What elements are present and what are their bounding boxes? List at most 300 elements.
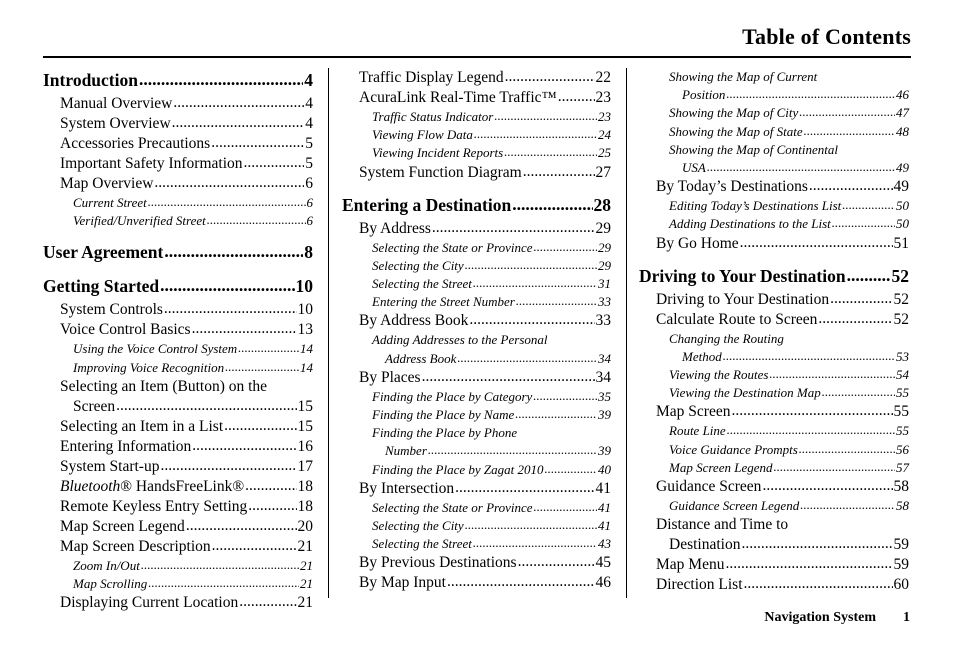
toc-entry-page: 29 [595, 219, 611, 237]
title-rule [43, 56, 911, 58]
toc-entry-title: Important Safety Information [60, 155, 243, 172]
toc-entry-title: By Previous Destinations [359, 554, 517, 572]
dot-leader [762, 476, 892, 496]
toc-entry-page: 24 [598, 127, 611, 143]
toc-entry-page: 13 [297, 321, 313, 339]
toc-entry-page: 28 [593, 194, 611, 215]
toc-entry-page: 48 [896, 123, 909, 139]
toc-entry-title [60, 477, 244, 497]
toc-entry-title: By Map Input [359, 574, 446, 592]
toc-entry-title: Entering the Street Number [372, 294, 515, 310]
toc-entry[interactable] [43, 417, 313, 437]
toc-entry-page: 58 [893, 478, 909, 496]
toc-entry-title: Calculate Route to Screen [656, 310, 818, 328]
toc-entry[interactable] [43, 174, 313, 194]
toc-entry-title: Improving Voice Recognition [73, 359, 225, 375]
toc-entry[interactable] [43, 340, 313, 358]
dot-leader [473, 274, 597, 292]
toc-entry-page: 4 [305, 95, 313, 112]
toc-entry-page: 18 [297, 477, 313, 495]
dot-leader [726, 85, 895, 103]
toc-entry[interactable] [639, 290, 909, 310]
toc-entry[interactable] [639, 104, 909, 122]
dot-leader [422, 367, 595, 387]
toc-entry-page: 52 [891, 265, 909, 286]
toc-entry-page: 47 [896, 105, 909, 121]
toc-entry-page: 21 [297, 537, 313, 555]
toc-entry[interactable] [342, 368, 611, 388]
toc-entry[interactable] [639, 86, 909, 104]
toc-entry-page: 10 [295, 276, 313, 297]
toc-entry[interactable] [43, 212, 313, 230]
toc-entry-title: Driving to Your Destination [656, 290, 830, 308]
toc-entry[interactable] [43, 320, 313, 340]
toc-entry[interactable] [342, 442, 611, 460]
column-divider-1 [328, 68, 329, 598]
toc-entry[interactable] [639, 264, 909, 288]
dot-leader [516, 292, 597, 310]
toc-entry[interactable] [639, 497, 909, 515]
toc-entry-page: 8 [304, 242, 313, 263]
toc-entry-title: Entering Information [60, 437, 192, 455]
toc-entry-page: 4 [304, 70, 313, 90]
dot-leader [494, 107, 597, 125]
dot-leader [725, 554, 892, 574]
toc-entry-page: 21 [300, 557, 313, 573]
dot-leader [473, 534, 597, 552]
toc-entry-page: 18 [297, 497, 313, 515]
page-number: 1 [903, 610, 910, 625]
toc-entry-page: 45 [595, 554, 611, 572]
toc-entry-title: Number [385, 443, 427, 459]
toc-entry[interactable] [342, 553, 611, 573]
dot-leader [224, 416, 296, 436]
toc-entry-page: 51 [893, 234, 909, 252]
toc-entry-title: Manual Overview [60, 95, 173, 112]
toc-entry[interactable] [43, 240, 313, 264]
dot-leader [799, 103, 895, 121]
dot-leader [731, 401, 892, 421]
dot-leader [799, 440, 895, 458]
toc-entry[interactable] [342, 573, 611, 593]
toc-entry-title: Selecting the State or Province [372, 239, 533, 255]
toc-entry-title: Address Book [385, 350, 457, 366]
toc-entry[interactable] [639, 555, 909, 575]
dot-leader [515, 405, 597, 423]
toc-entry-title[interactable]: Showing the Map of Continental [669, 141, 838, 157]
toc-entry[interactable] [342, 517, 611, 535]
toc-entry-page: 22 [595, 69, 611, 86]
toc-entry-title: Map Screen [656, 403, 731, 421]
toc-entry-title: Current Street [73, 195, 147, 210]
toc-entry[interactable] [639, 123, 909, 141]
toc-entry-title: Traffic Display Legend [359, 69, 504, 86]
dot-leader [545, 460, 597, 478]
dot-leader [505, 67, 595, 87]
toc-entry[interactable] [639, 310, 909, 330]
dot-leader [534, 238, 597, 256]
toc-entry[interactable] [342, 535, 611, 553]
toc-entry-title: Showing the Map of City [669, 105, 799, 121]
toc-entry[interactable] [43, 68, 313, 92]
dot-leader [474, 125, 597, 143]
toc-entry-title: Selecting the Street [372, 536, 472, 552]
toc-entry-title: Voice Control Basics [60, 321, 191, 339]
toc-entry-title: Accessories Precautions [60, 135, 211, 152]
toc-entry-title: Guidance Screen [656, 478, 762, 496]
toc-entry-title: Editing Today’s Destinations List [669, 198, 842, 214]
toc-entry[interactable] [342, 108, 611, 126]
toc-entry[interactable] [43, 537, 313, 557]
dot-leader [248, 496, 296, 516]
dot-leader [173, 93, 304, 113]
toc-entry[interactable] [43, 94, 313, 114]
toc-entry-title: By Intersection [359, 479, 455, 497]
toc-entry-title-italic: Bluetooth [60, 477, 121, 495]
dot-leader [139, 67, 303, 91]
toc-entry-title: Finding the Place by Name [372, 407, 515, 423]
toc-entry-page: 54 [896, 367, 909, 383]
dot-leader [212, 536, 297, 556]
toc-entry-title: Finding the Place by Category [372, 388, 533, 404]
toc-entry-title: Zoom In/Out [73, 557, 140, 573]
dot-leader [523, 162, 595, 182]
toc-entry-title[interactable]: Showing the Map of Current [669, 69, 818, 84]
toc-entry[interactable] [342, 461, 611, 479]
toc-entry[interactable] [43, 300, 313, 320]
dot-leader [428, 441, 597, 459]
toc-entry-page: 6 [306, 195, 313, 210]
toc-entry-title: Remote Keyless Entry Setting [60, 497, 248, 515]
toc-entry[interactable] [639, 459, 909, 477]
toc-entry-title: Selecting the Street [372, 276, 472, 292]
toc-entry-title: Getting Started [43, 276, 160, 297]
dot-leader [769, 365, 895, 383]
toc-entry[interactable] [342, 406, 611, 424]
toc-entry[interactable] [342, 126, 611, 144]
toc-entry-page: 6 [306, 213, 313, 229]
toc-entry-title[interactable]: Selecting an Item (Button) on the [60, 377, 268, 395]
dot-leader [847, 263, 891, 287]
toc-entry[interactable] [639, 234, 909, 254]
toc-entry[interactable] [639, 215, 909, 233]
toc-entry[interactable] [342, 311, 611, 331]
toc-entry-title: Map Screen Description [60, 537, 211, 555]
toc-entry-title: Map Screen Legend [60, 517, 185, 535]
toc-entry-page: 14 [300, 341, 313, 357]
toc-entry-title[interactable]: Adding Addresses to the Personal [372, 332, 548, 348]
toc-entry[interactable] [43, 557, 313, 575]
toc-entry[interactable] [639, 384, 909, 402]
toc-entry[interactable] [43, 154, 313, 174]
toc-entry-title: By Today’s Destinations [656, 178, 808, 196]
toc-entry[interactable] [43, 359, 313, 377]
toc-entry-page: 46 [896, 87, 909, 103]
toc-entry-title: By Address Book [359, 312, 469, 330]
toc-entry-page: 23 [595, 89, 611, 106]
dot-leader [465, 516, 597, 534]
toc-entry-title: Selecting the State or Province [372, 499, 533, 515]
dot-leader [160, 273, 294, 297]
toc-entry-page: 27 [595, 163, 611, 181]
toc-entry-title: Method [682, 348, 722, 364]
toc-entry[interactable] [43, 477, 313, 497]
toc-entry-page: 46 [595, 574, 611, 592]
toc-entry[interactable] [342, 68, 611, 88]
toc-entry-page: 40 [598, 461, 611, 477]
toc-entry-title: Using the Voice Control System [73, 341, 238, 357]
toc-entry-title: Entering a Destination [342, 194, 512, 215]
toc-entry-title: Screen [73, 397, 116, 415]
toc-entry-title: Map Overview [60, 175, 154, 192]
toc-entry-title: Direction List [656, 576, 743, 594]
dot-leader [723, 347, 895, 365]
toc-entry-page: 5 [305, 155, 313, 172]
toc-entry-page: 35 [598, 388, 611, 404]
toc-entry[interactable] [43, 457, 313, 477]
toc-entry-page: 43 [598, 536, 611, 552]
toc-entry[interactable] [639, 422, 909, 440]
dot-leader [818, 309, 892, 329]
toc-entry-title: By Go Home [656, 234, 739, 252]
toc-entry-page: 29 [598, 257, 611, 273]
toc-entry-title: System Controls [60, 301, 163, 319]
toc-entry-title[interactable]: Distance and Time to [656, 516, 789, 534]
toc-entry-page: 57 [896, 459, 909, 475]
toc-entry-title: Guidance Screen Legend [669, 498, 800, 514]
dot-leader [238, 339, 299, 357]
toc-entry-page: 58 [896, 498, 909, 514]
toc-entry-title: USA [682, 160, 706, 176]
toc-entry-page: 50 [896, 216, 909, 232]
toc-entry[interactable] [342, 163, 611, 183]
toc-entry-title: AcuraLink Real-Time Traffic™ [359, 89, 557, 106]
toc-entry-page: 17 [297, 457, 313, 475]
toc-entry-title: Adding Destinations to the List [669, 216, 831, 232]
toc-entry-page: 55 [896, 423, 909, 439]
toc-entry-page: 23 [598, 109, 611, 124]
dot-leader [830, 289, 892, 309]
dot-leader [741, 534, 892, 554]
dot-leader [172, 113, 305, 133]
toc-column-3 [639, 68, 909, 595]
toc-entry-title: Map Screen Legend [669, 459, 773, 475]
toc-entry-title: User Agreement [43, 242, 164, 263]
dot-leader [116, 396, 296, 416]
toc-entry-page: 59 [893, 556, 909, 574]
toc-entry-page: 33 [595, 312, 611, 330]
toc-entry[interactable] [639, 159, 909, 177]
toc-entry-title: Driving to Your Destination [639, 265, 846, 286]
toc-entry-title: Showing the Map of State [669, 123, 803, 139]
toc-entry[interactable] [43, 397, 313, 417]
toc-entry-page: 56 [896, 441, 909, 457]
toc-entry-page: 55 [896, 385, 909, 401]
toc-entry-page: 14 [300, 359, 313, 375]
dot-leader [457, 349, 597, 367]
dot-leader [465, 256, 597, 274]
dot-leader [534, 498, 597, 516]
toc-entry-page: 4 [305, 115, 313, 132]
dot-leader [239, 592, 296, 612]
dot-leader [707, 158, 895, 176]
column-divider-2 [626, 68, 627, 598]
toc-entry-title: Displaying Current Location [60, 594, 239, 612]
page-title: Table of Contents [742, 24, 911, 49]
dot-leader [822, 383, 895, 401]
toc-entry[interactable] [43, 194, 313, 212]
dot-leader [148, 574, 299, 592]
dot-leader [533, 387, 597, 405]
toc-entry-page: 49 [893, 178, 909, 196]
dot-leader [207, 211, 306, 229]
toc-entry[interactable] [639, 441, 909, 459]
toc-entry-page: 41 [598, 499, 611, 515]
dot-leader [740, 233, 893, 253]
toc-entry[interactable] [342, 88, 611, 108]
toc-entry-page: 6 [305, 175, 313, 192]
toc-entry-page: 60 [893, 576, 909, 594]
toc-entry-title: Map Scrolling [73, 576, 148, 592]
toc-entry-title: System Overview [60, 115, 171, 132]
dot-leader [432, 218, 595, 238]
toc-column-1 [43, 68, 313, 613]
toc-entry-page: 16 [297, 437, 313, 455]
dot-leader [504, 143, 597, 161]
toc-entry[interactable] [639, 575, 909, 595]
toc-entry[interactable] [342, 293, 611, 311]
toc-entry[interactable] [43, 497, 313, 517]
dot-leader [809, 176, 893, 196]
dot-leader [518, 552, 595, 572]
toc-entry[interactable] [43, 274, 313, 298]
toc-entry-page: 15 [297, 417, 313, 435]
toc-entry-page: 52 [893, 290, 909, 308]
toc-entry-page: 49 [896, 160, 909, 176]
toc-entry[interactable] [639, 197, 909, 215]
toc-entry-title: Viewing Incident Reports [372, 145, 504, 161]
dot-leader [832, 214, 895, 232]
toc-entry-page: 10 [297, 301, 313, 319]
toc-entry-title: Selecting the City [372, 518, 464, 534]
toc-entry[interactable] [639, 535, 909, 555]
toc-entry[interactable] [342, 499, 611, 517]
toc-entry[interactable] [342, 257, 611, 275]
toc-entry[interactable] [43, 593, 313, 613]
dot-leader [727, 421, 895, 439]
toc-entry[interactable] [342, 239, 611, 257]
footer-label: Navigation System [764, 610, 876, 625]
toc-entry[interactable] [342, 275, 611, 293]
dot-leader [512, 192, 592, 216]
toc-entry[interactable] [639, 348, 909, 366]
toc-entry-page: 52 [893, 310, 909, 328]
dot-leader [154, 173, 304, 193]
toc-entry-title: Verified/Unverified Street [73, 213, 206, 229]
toc-entry-title: Destination [669, 536, 741, 554]
dot-leader [455, 478, 594, 498]
dot-leader [469, 310, 594, 330]
toc-entry-title: By Address [359, 219, 431, 237]
toc-entry[interactable] [342, 219, 611, 239]
toc-entry-title: Position [682, 87, 726, 103]
dot-leader [800, 496, 895, 514]
toc-entry-page: 5 [305, 135, 313, 152]
toc-entry-title: Viewing the Routes [669, 367, 769, 383]
toc-entry[interactable] [43, 134, 313, 154]
toc-entry[interactable] [43, 114, 313, 134]
toc-entry-page: 53 [896, 348, 909, 364]
dot-leader [211, 133, 304, 153]
toc-entry-page: 25 [598, 145, 611, 161]
toc-entry-page: 59 [893, 536, 909, 554]
toc-column-2 [342, 68, 611, 593]
toc-entry-page: 21 [300, 576, 313, 592]
dot-leader [141, 556, 299, 574]
toc-entry-page: 34 [598, 350, 611, 366]
dot-leader [192, 436, 296, 456]
toc-entry[interactable] [639, 402, 909, 422]
dot-leader [148, 193, 306, 211]
dot-leader [160, 456, 296, 476]
toc-entry-title: System Function Diagram [359, 163, 522, 181]
toc-entry-page: 41 [598, 518, 611, 534]
toc-entry[interactable] [342, 388, 611, 406]
toc-entry[interactable] [342, 350, 611, 368]
toc-entry-title: Selecting an Item in a List [60, 417, 224, 435]
toc-entry-page: 21 [297, 594, 313, 612]
dot-leader [186, 516, 297, 536]
toc-entry-page: 29 [598, 239, 611, 255]
dot-leader [192, 319, 297, 339]
toc-entry-page: 34 [595, 368, 611, 386]
dot-leader [225, 358, 299, 376]
dot-leader [744, 574, 893, 594]
toc-entry-title: Finding the Place by Zagat 2010 [372, 461, 544, 477]
toc-entry-title[interactable]: Changing the Routing [669, 330, 784, 346]
dot-leader [164, 239, 303, 263]
toc-entry[interactable] [342, 479, 611, 499]
toc-entry[interactable] [342, 144, 611, 162]
toc-entry-page: 33 [598, 294, 611, 310]
toc-entry-title: Viewing Flow Data [372, 127, 473, 143]
toc-entry[interactable] [639, 177, 909, 197]
toc-entry-title: By Places [359, 368, 421, 386]
toc-entry-page: 39 [598, 443, 611, 459]
toc-entry-title: Viewing the Destination Map [669, 385, 821, 401]
dot-leader [842, 196, 895, 214]
toc-entry-title[interactable]: Finding the Place by Phone [372, 425, 518, 441]
toc-entry[interactable] [342, 193, 611, 217]
toc-entry[interactable] [43, 437, 313, 457]
dot-leader [558, 87, 595, 107]
toc-entry-title: System Start-up [60, 457, 160, 475]
dot-leader [245, 476, 296, 496]
toc-entry-page: 39 [598, 407, 611, 423]
toc-entry-title: Route Line [669, 423, 726, 439]
toc-entry-page: 41 [595, 479, 611, 497]
toc-entry-title: Voice Guidance Prompts [669, 441, 798, 457]
toc-entry[interactable] [43, 517, 313, 537]
toc-entry-title-rest: ® HandsFreeLink® [120, 477, 245, 495]
toc-entry-page: 55 [893, 403, 909, 421]
toc-entry-title: Traffic Status Indicator [372, 109, 494, 124]
dot-leader [774, 458, 896, 476]
toc-entry[interactable] [639, 477, 909, 497]
toc-entry[interactable] [639, 366, 909, 384]
toc-entry[interactable] [43, 575, 313, 593]
dot-leader [164, 299, 297, 319]
